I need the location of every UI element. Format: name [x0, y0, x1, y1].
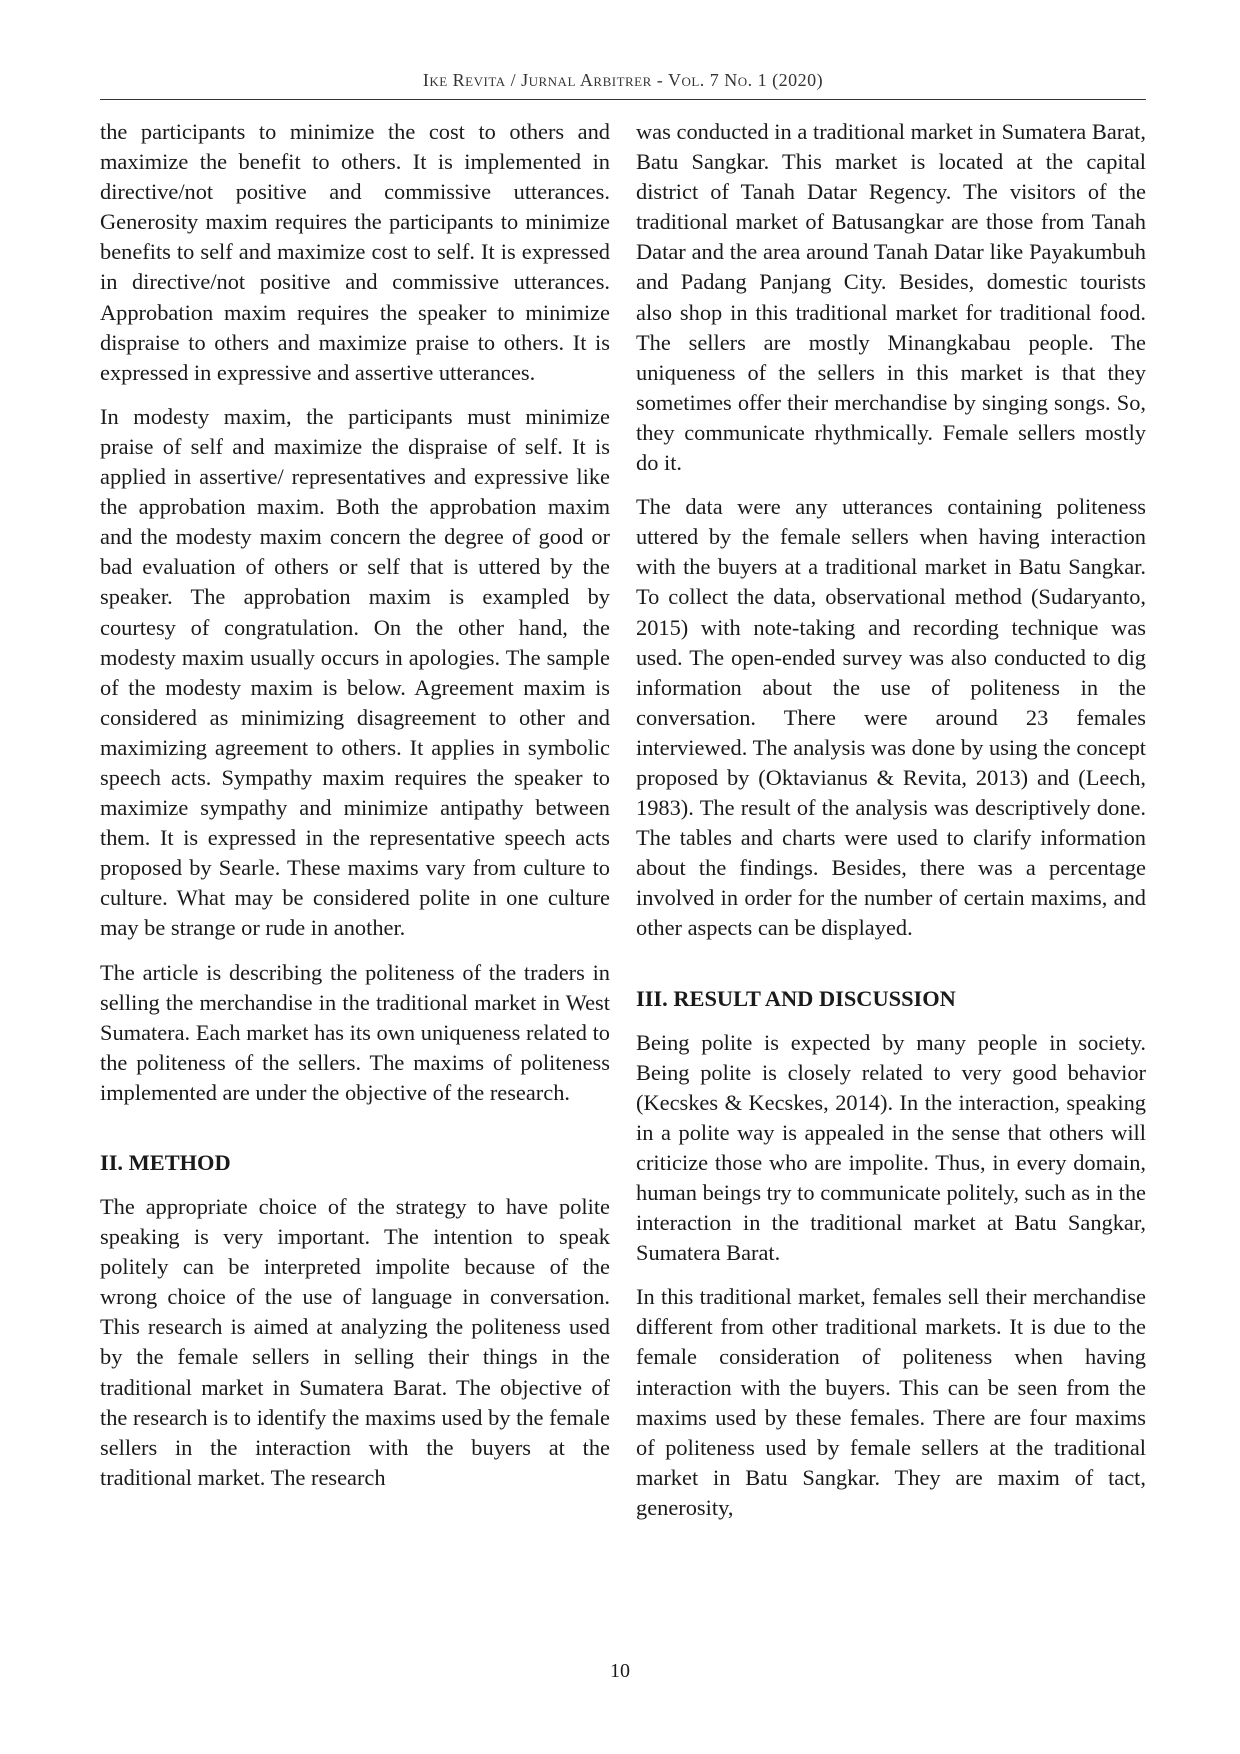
right-paragraph-3: Being polite is expected by many people in society. Being polite is closely related to very good behavior (Kecskes & Kecskes, 2014). In the interaction, speaking in a polite way is appealed in the sense that others will criticize those who are impolite. Thus, in every domain, human beings try to communicate politely, such as in the interaction in the traditional market at Batu Sangkar, Sumatera Barat.	[636, 1029, 1146, 1266]
right-column	[636, 117, 1146, 1537]
left-paragraph-3: The article is describing the politeness of the traders in selling the merchandise in the traditional market in West Sumatera. Each market has its own uniqueness related to the politeness of the sellers. The maxims of politeness implemented are under the objective of the research.	[100, 959, 610, 1105]
section-heading-results: III. RESULT AND DISCUSSION	[636, 985, 956, 1011]
header-rule	[100, 99, 1146, 100]
section-heading-method: II. METHOD	[100, 1150, 231, 1175]
left-paragraph-1: the participants to minimize the cost to others and maximize the benefit to others. It is implemented in directive/not positive and commissive utterances. Generosity maxim requires the participants to minimize benefits to self and maximize cost to self. It is expressed in directive/not positive and commissive utterances. Approbation maxim requires the speaker to minimize dispraise to others and maximize praise to others. It is expressed in expressive and assertive utterances.	[100, 119, 610, 385]
left-paragraph-2: In modesty maxim, the participants must minimize praise of self and maximize the dispraise of self. It is applied in assertive/ representatives and expressive like the approbation maxim. Both the approbation maxim and the modesty maxim concern the degree of good or bad evaluation of others or self that is uttered by the speaker. The approbation maxim is exampled by courtesy of congratulation. On the other hand, the modesty maxim usually occurs in apologies. The sample of the modesty maxim is below. Agreement maxim is considered as minimizing disagreement to other and maximizing agreement to others. It applies in symbolic speech acts. Sympathy maxim requires the speaker to maximize sympathy and minimize antipathy between them. It is expressed in the representative speech acts proposed by Searle. These maxims vary from culture to culture. What may be considered polite in one culture may be strange or rude in another.	[100, 403, 610, 941]
right-paragraph-4: In this traditional market, females sell their merchandise different from other traditional markets. It is due to the female consideration of politeness when having interaction with the buyers. This can be seen from the maxims used by these females. There are four maxims of politeness used by female sellers at the traditional market in Batu Sangkar. They are maxim of tact, generosity,	[636, 1284, 1146, 1520]
right-paragraph-1: was conducted in a traditional market in Sumatera Barat, Batu Sangkar. This market is located at the capital district of Tanah Datar Regency. The visitors of the traditional market of Batusangkar are those from Tanah Datar and the area around Tanah Datar like Payakumbuh and Padang Panjang City. Besides, domestic tourists also shop in this traditional market for traditional food. The sellers are mostly Minangkabau people. The uniqueness of the sellers in this market is that they sometimes offer their merchandise by singing songs. So, they communicate rhythmically. Female sellers mostly do it.	[636, 119, 1146, 476]
page-number: 10	[610, 1660, 630, 1682]
running-head: Ike Revita / Jurnal Arbitrer - Vol. 7 No. 1 (2020)	[422, 70, 824, 90]
left-column	[100, 117, 610, 1507]
right-paragraph-2: The data were any utterances containing politeness uttered by the female sellers when having interaction with the buyers at a traditional market in Batu Sangkar. To collect the data, observational method (Sudaryanto, 2015) with note-taking and recording technique was used. The open-ended survey was also conducted to dig information about the use of politeness in the conversation. There were around 23 females interviewed. The analysis was done by using the concept proposed by (Oktavianus & Revita, 2013) and (Leech, 1983). The result of the analysis was descriptively done. The tables and charts were used to clarify information about the findings. Besides, there was a percentage involved in order for the number of certain maxims, and other aspects can be displayed.	[636, 494, 1146, 941]
left-paragraph-4: The appropriate choice of the strategy to have polite speaking is very important. The intention to speak politely can be interpreted impolite because of the wrong choice of the use of language in conversation. This research is aimed at analyzing the politeness used by the female sellers in selling their things in the traditional market in Sumatera Barat. The objective of the research is to identify the maxims used by the female sellers in the interaction with the buyers at the traditional market. The research	[100, 1194, 610, 1490]
